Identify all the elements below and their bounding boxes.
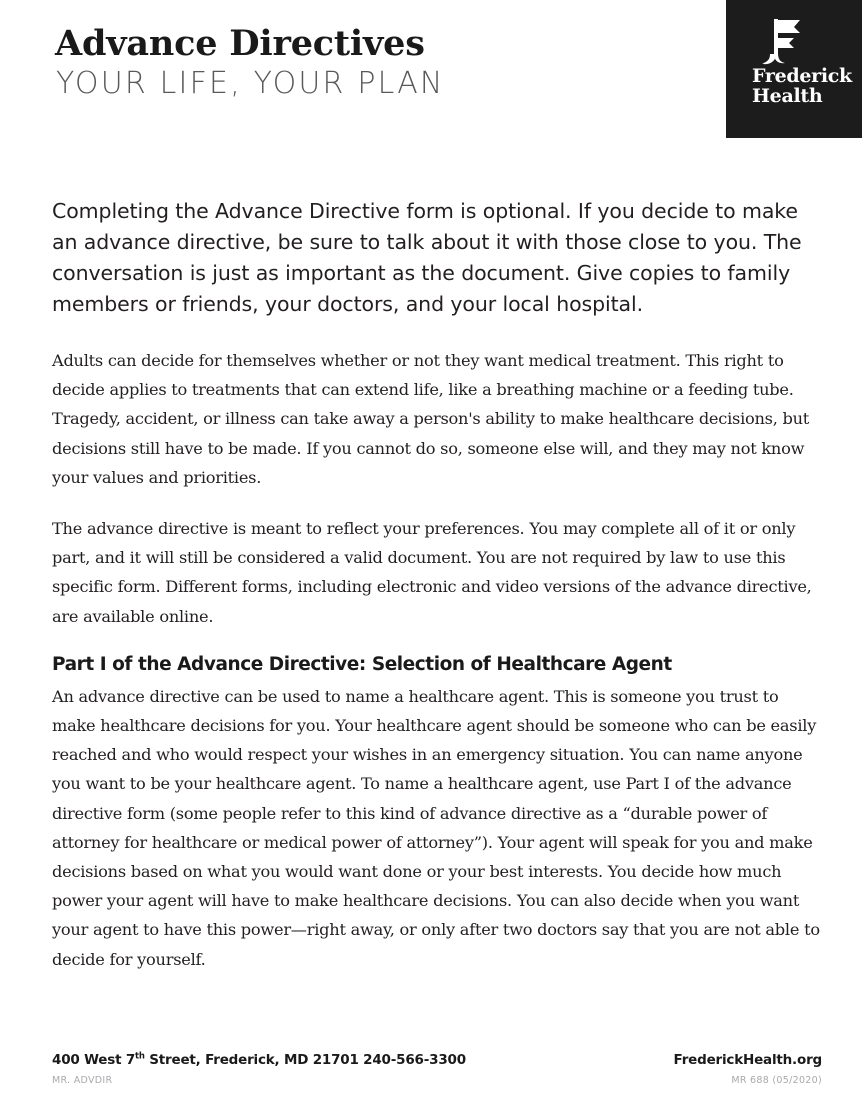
body-paragraph-1: Adults can decide for themselves whether or not they want medical treatment. This right to decide applies to treatments that can extend life, like a breathing machine or a feeding tube. Tragedy, accident, or illness can take away a person's ability to make healthcare decisions, but decisions still have to be made. If you cannot do so, someone else will, and they may not know your values and priorities. bbox=[52, 351, 810, 487]
footer-address-pre: 400 West 7 bbox=[52, 1052, 136, 1068]
footer-website[interactable]: FrederickHealth.org bbox=[673, 1052, 822, 1068]
section-heading-part-one: Part I of the Advance Directive: Selection of Healthcare Agent bbox=[52, 653, 672, 675]
frederick-health-flag-f-icon bbox=[754, 16, 808, 66]
logo-wordmark-line-2: Health bbox=[752, 85, 823, 108]
footer-address-ordinal: th bbox=[135, 1051, 145, 1062]
page-subtitle: YOUR LIFE, YOUR PLAN bbox=[56, 65, 445, 101]
body-paragraph-3: An advance directive can be used to name a healthcare agent. This is someone you trust to make healthcare decisions for you. Your healthcare agent should be someone who can be easily reached and who would respect your wishes in an emergency situation. You can name anyone you want to be your healthcare agent. To name a healthcare agent, use Part I of the advance directive form (some people refer to this kind of advance directive as a “durable power of attorney for healthcare or medical power of attorney”). Your agent will speak for you and make decisions based on what you would want done or your best interests. You decide how much power your agent will have to make healthcare decisions. You can also decide when you want your agent to have this power—right away, or only after two doctors say that you are not able to decide for yourself. bbox=[52, 686, 820, 969]
footer-form-code-left: MR. ADVDIR bbox=[52, 1075, 113, 1086]
body-paragraph-2: The advance directive is meant to reflect your preferences. You may complete all of it or only part, and it will still be considered a valid document. You are not required by law to use this specific form. Different forms, including electronic and video versions of the advance directive, are available online. bbox=[52, 519, 812, 626]
footer-left-block bbox=[52, 1052, 466, 1086]
footer-form-code-right: MR 688 (05/2020) bbox=[731, 1075, 822, 1086]
footer-address bbox=[52, 1052, 466, 1068]
logo-wordmark-line-1: Frederick bbox=[752, 65, 852, 87]
title-block bbox=[55, 23, 445, 101]
logo-wordmark bbox=[752, 66, 852, 106]
document-body bbox=[52, 196, 822, 996]
page-title: Advance Directives bbox=[55, 23, 425, 64]
frederick-health-logo bbox=[726, 0, 862, 138]
page-footer bbox=[52, 1052, 822, 1102]
intro-paragraph: Completing the Advance Directive form is optional. If you decide to make an advance directive, be sure to talk about it with those close to you. The conversation is just as important as the document. Give copies to family members or friends, your doctors, and your local hospital. bbox=[52, 199, 802, 316]
footer-address-post: Street, Frederick, MD 21701 240-566-3300 bbox=[144, 1052, 466, 1068]
footer-right-block bbox=[674, 1052, 822, 1086]
page-header bbox=[0, 0, 862, 140]
